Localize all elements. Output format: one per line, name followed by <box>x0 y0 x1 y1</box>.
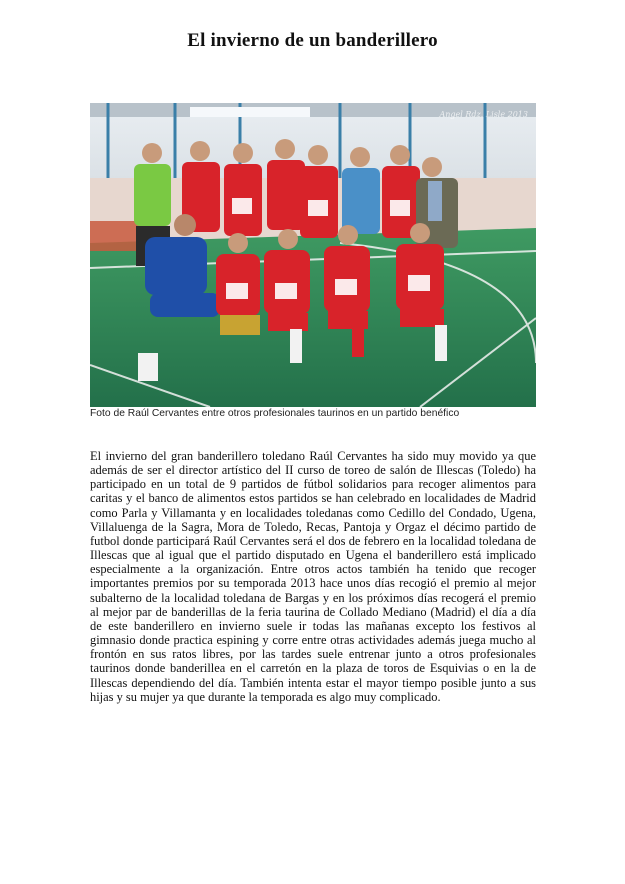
article-body: El invierno del gran banderillero toledano Raúl Cervantes ha sido muy movido ya que además de ser el director artístico del II curso de toreo de salón de Illescas (Toledo) ha participado en un total de 9 partidos de fútbol solidarios para recoger alimentos para caritas y el banco de alimentos estos partidos se han celebrado en localidades de Madrid como Parla y Villamanta y en localidades toledanas como Cedillo del Condado, Ugena, Villaluenga de la Sagra, Mora de Toledo, Recas, Pantoja y Orgaz el décimo partido de futbol donde participará Raúl Cervantes será el dos de febrero en la localidad toledana de Illescas que al igual que el partido disputado en Ugena el banderillero está implicado especialmente a la organización. Entre otros actos también ha tenido que recoger importantes premios por su temporada 2013 hace unos días recogió el premio al mejor subalterno de la localidad toledana de Bargas y en los próximos días recogerá el premio al mejor par de banderillas de la feria taurina de Collado Mediano (Madrid) el día a día de este banderillero en invierno suele ir todas las mañanas excepto los festivos al gimnasio donde practica espining y corre entre otras actividades además juega mucho al frontón en sus ratos libres, por las tardes suele entrenar junto a otros profesionales taurinos donde banderillea en el carretón en la plaza de toros de Esquivias o en la de Illescas dependiendo del día. También intenta estar el mayor tiempo posible junto a sus hijas y su mujer ya que durante la temporada es algo muy complicado. <box>90 449 536 704</box>
article-title: El invierno de un banderillero <box>187 30 438 51</box>
photo-caption: Foto de Raúl Cervantes entre otros profesionales taurinos en un partido benéfico <box>90 408 460 419</box>
team-photo <box>90 103 536 407</box>
photo-watermark: Angel Rdz. Lisle 2013 <box>439 110 528 119</box>
team-photo-illustration <box>90 103 536 407</box>
